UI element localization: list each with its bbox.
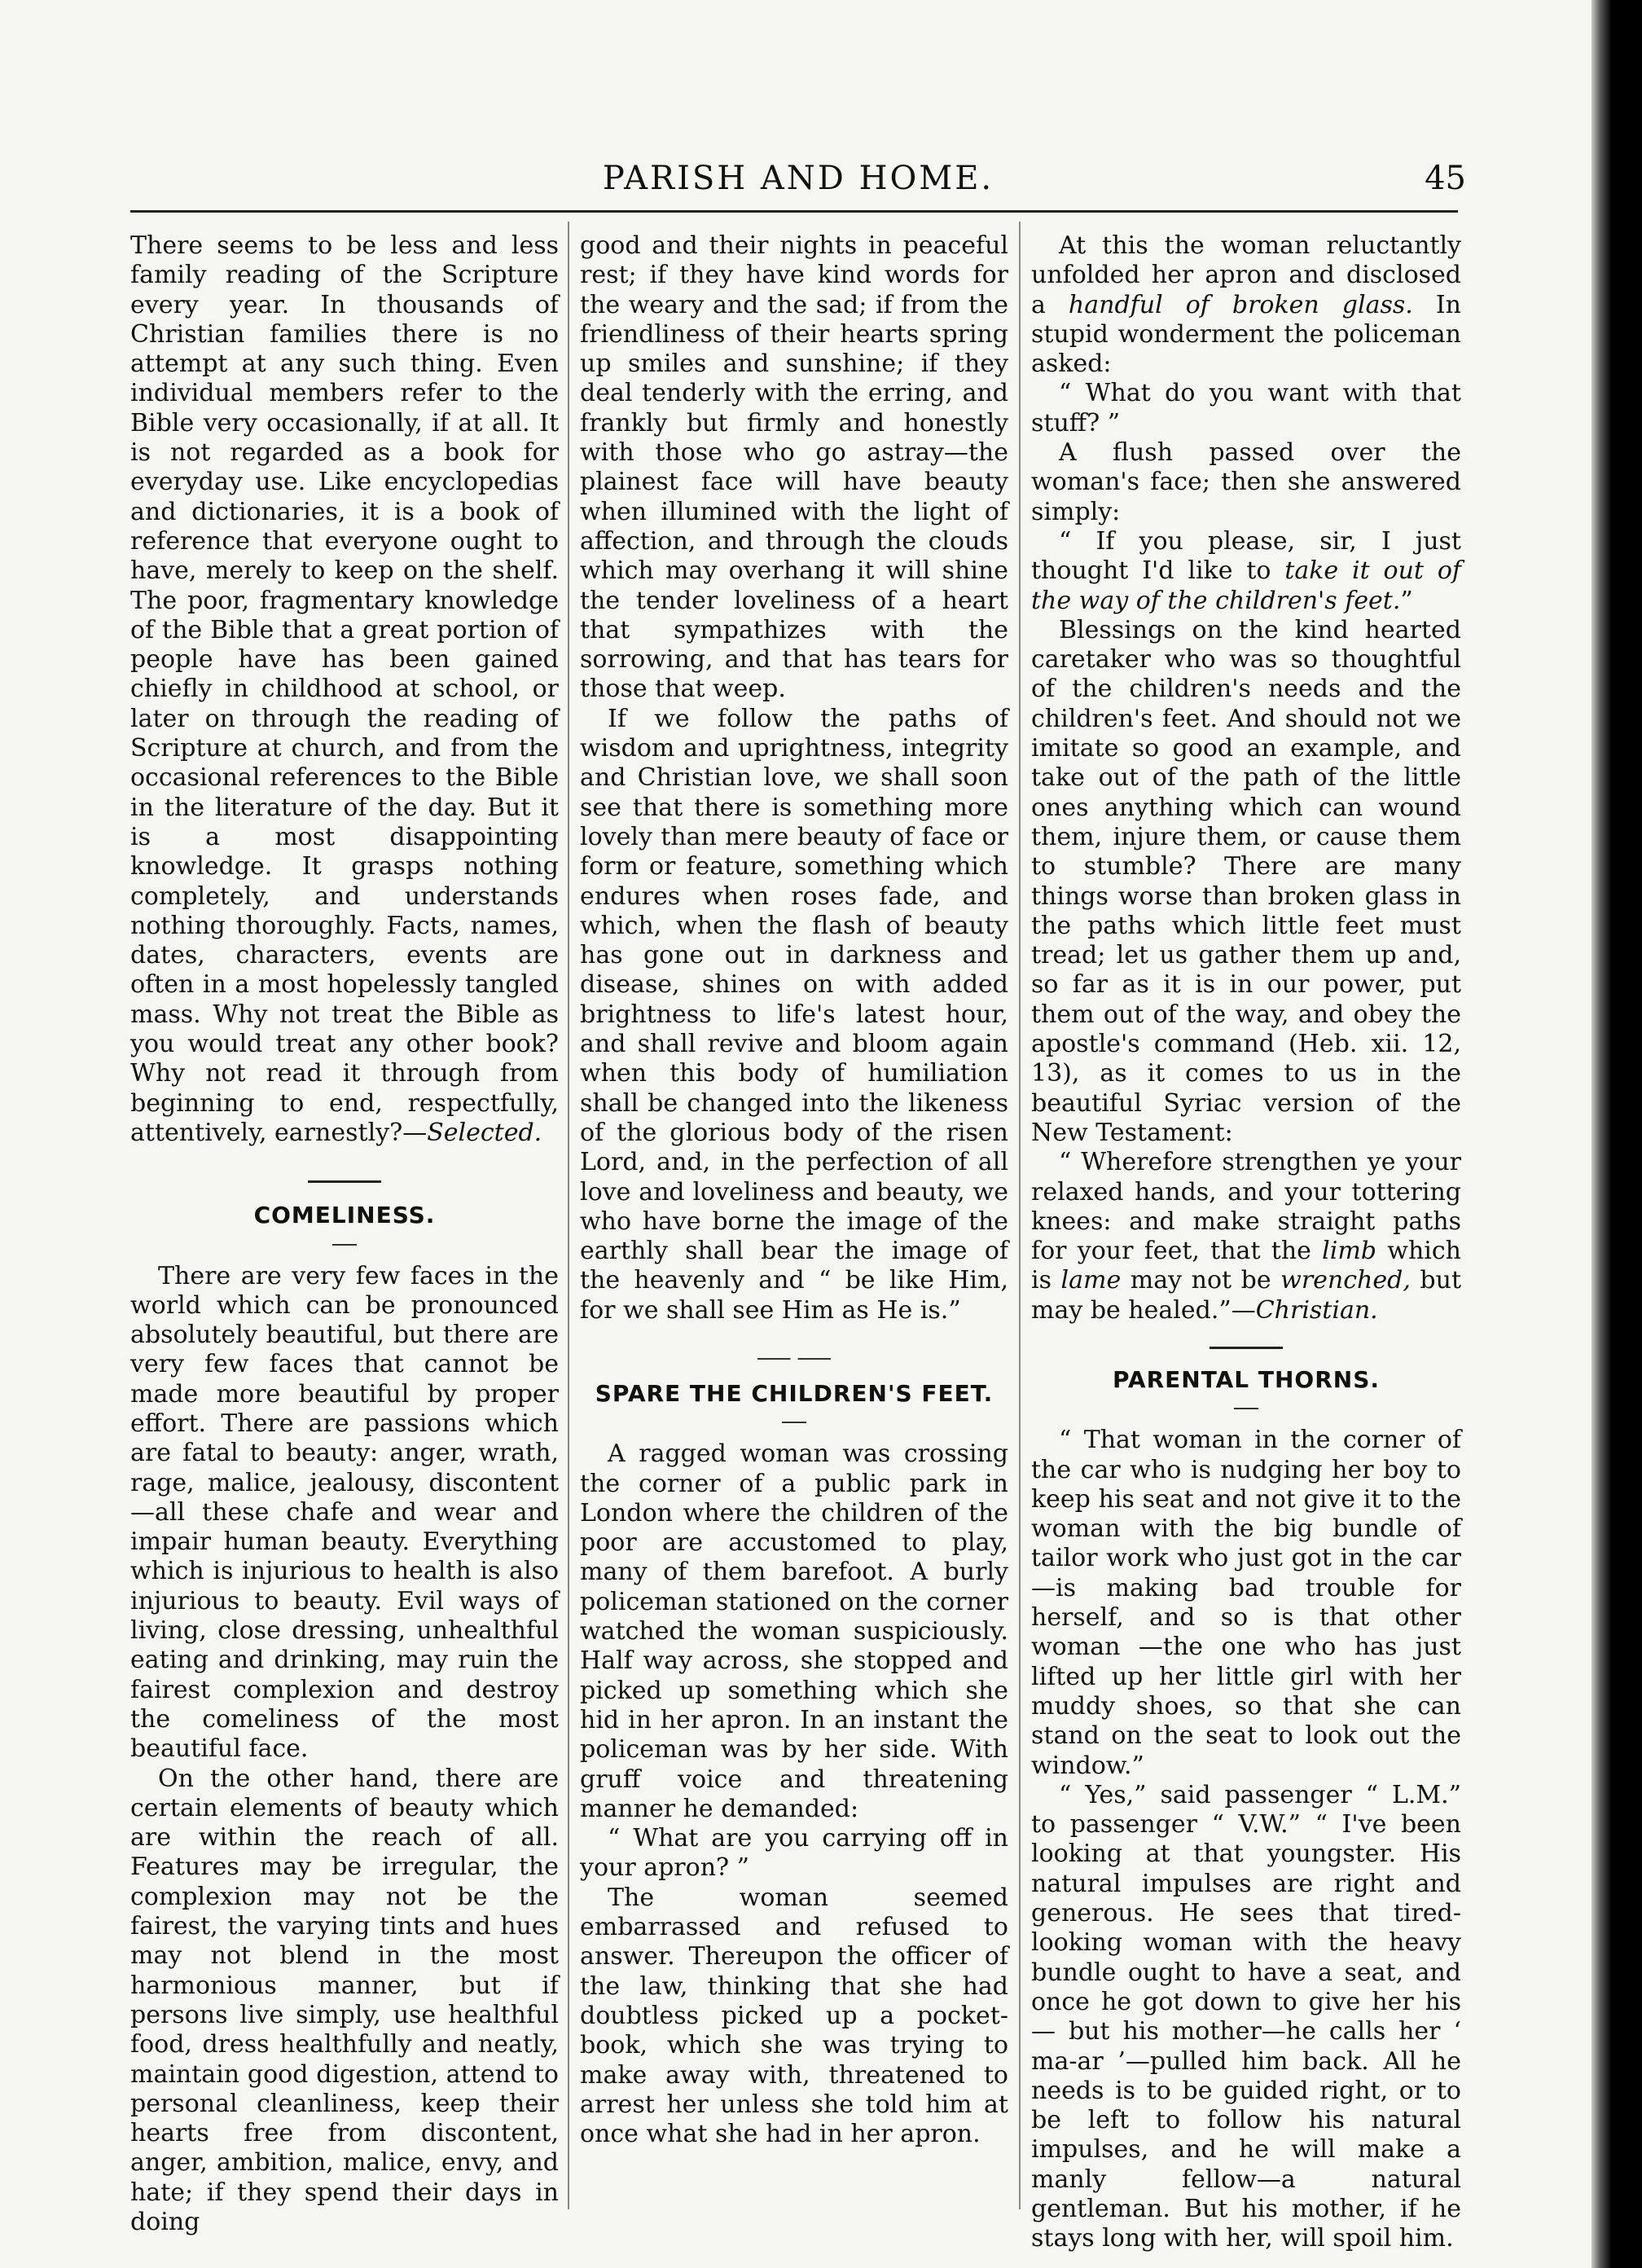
article-paragraph [130,231,559,1148]
heading-dash [782,1422,806,1423]
article-paragraph: On the other hand, there are certain elements of beauty which are within the reach of all. Features may be irregular, the complexion may not be the fairest, the varying tints and hues may not blend in the most harmonious manner, but if persons live simply, use healthful food, dress healthfully and neatly, maintain good digestion, attend to personal cleanliness, keep their hearts free from discontent, anger, ambition, malice, envy, and hate; if they spend their days in doing [130,1764,559,2236]
article-paragraph: “ Yes,” said passenger “ L.M.” to passenger “ V.W.” “ I've been looking at that youngster. His natural impulses are right and generous. He sees that tired-looking woman with the heavy bundle ought to have a seat, and once he got down to give her his — but his mother—he calls her ‘ ma-ar ’—pulled him back. All he needs is to be guided right, or to be left to follow his natural impulses, and he will make a manly fellow—a natural gentleman. But his mother, if he stays long with her, will spoil him. [1031,1780,1461,2253]
source-credit: Selected. [427,1118,542,1147]
column-1 [130,231,559,2236]
page-number: 45 [1425,160,1466,197]
section-separator [1210,1347,1283,1349]
article-heading: SPARE THE CHILDREN'S FEET. [595,1379,994,1407]
paragraph-text: ” [1400,586,1413,615]
heading-dash [1234,1408,1258,1409]
paragraph-text: may not be [1121,1266,1281,1295]
article-paragraph [1031,527,1461,616]
article-paragraph [1031,231,1461,379]
scan-edge [1592,0,1642,2268]
article-paragraph: A flush passed over the woman's face; then she answered simply: [1031,438,1461,526]
article-heading: PARENTAL THORNS. [1112,1365,1381,1393]
paragraph-text: “ Wherefore strengthen ye your relaxed hands, and your tottering knees: and make straight paths for your feet, that the [1031,1148,1461,1266]
heading-dash [332,1244,357,1246]
source-credit: Christian. [1255,1295,1378,1325]
article-paragraph: “ What do you want with that stuff? ” [1031,379,1461,437]
italic-phrase: handful of broken glass. [1068,290,1413,319]
italic-word: limb [1322,1237,1377,1266]
article-paragraph: good and their nights in peaceful rest; if they have kind words for the weary and the sad; if from the friendliness of their hearts spring up smiles and sunshine; if they deal tenderly with the erring, and frankly but firmly and honestly with those who go astray—the plainest face will have beauty when illumined with the light of affection, and through the clouds which may overhang it will shine the tender loveliness of a heart that sympathizes with the sorrowing, and that has tears for those that weep. [580,231,1008,704]
article-paragraph: There are very few faces in the world which can be pronounced absolutely beautiful, but there are very few faces that cannot be made more beautiful by proper effort. There are passions which are fatal to beauty: anger, wrath, rage, malice, jealousy, discontent—all these chafe and wear and impair human beauty. Everything which is injurious to health is also injurious to beauty. Evil ways of living, close dressing, unhealthful eating and drinking, may ruin the fairest complexion and destroy the comeliness of the most beautiful face. [130,1261,559,1764]
section-separator [757,1358,831,1360]
section-separator [308,1180,381,1183]
article-heading: COMELINESS. [253,1202,436,1229]
italic-word: lame [1060,1266,1122,1295]
paragraph-text: At this the woman reluctantly unfolded her apron and disclosed a [1031,231,1461,319]
magazine-title: PARISH AND HOME. [602,160,994,197]
paragraph-text: “ If you please, sir, I just thought I'd like to [1031,526,1461,586]
paragraph-text: In stupid wonderment the policeman asked: [1031,290,1461,379]
article-paragraph: “ That woman in the corner of the car who is nudging her boy to keep his seat and not give it to the woman with the big bundle of tailor work who just got in the car—is making bad trouble for herself, and so is that other woman —the one who has just lifted up her little girl with her muddy shoes, so that she can stand on the seat to look out the window.” [1031,1426,1461,1780]
header-rule [130,210,1458,213]
paragraph-text: which is [1031,1237,1461,1295]
article-paragraph: The woman seemed embarrassed and refused to answer. Thereupon the officer of the law, thinking that she had doubtless picked up a pocket-book, which she was trying to make away with, threatened to arrest her unless she told him at once what she had in her apron. [580,1883,1008,2149]
column-divider [568,222,569,2209]
article-paragraph: If we follow the paths of wisdom and uprightness, integrity and Christian love, we shall soon see that there is something more lovely than mere beauty of face or form or feature, something which endures when roses fade, and which, when the flash of beauty has gone out in darkness and disease, shines on with added brightness to life's latest hour, and shall revive and bloom again when this body of humiliation shall be changed into the likeness of the glorious body of the risen Lord, and, in the perfection of all love and loveliness and beauty, we who have borne the image of the earthly shall bear the image of the heavenly and “ be like Him, for we shall see Him as He is.” [580,704,1008,1325]
column-2 [580,231,1008,2203]
article-paragraph: “ What are you carrying off in your apron? ” [580,1824,1008,1883]
paragraph-text: There seems to be less and less family reading of the Scripture every year. In thousands of Christian families there is no attempt at any such thing. Even individual members refer to the Bible very occasionally, if at all. It is not regarded as a book for everyday use. Like encyclopedias and dictionaries, it is a book of reference that everyone ought to have, merely to keep on the shelf. The poor, fragmentary knowledge of the Bible that a great portion of people have has been gained chiefly in childhood at school, or later on through the reading of Scripture at church, and from the occasional references to the Bible in the literature of the day. But it is a most disappointing knowledge. It grasps nothing completely, and understands nothing thoroughly. Facts, names, dates, characters, events are often in a most hopelessly tangled mass. Why not treat the Bible as you would treat any other book? Why not read it through from beginning to end, respectfully, attentively, earnestly?— [130,231,559,1147]
column-divider [1019,222,1021,2209]
italic-phrase: take it out of the way of the children's feet. [1031,556,1461,615]
paragraph-text: but may be healed.”— [1031,1266,1461,1325]
column-3 [1031,231,1461,2253]
article-paragraph [1031,1148,1461,1325]
article-paragraph: Blessings on the kind hearted caretaker who was so thoughtful of the children's needs and the children's feet. And should not we imitate so good an example, and take out of the path of the little ones anything which can wound them, injure them, or cause them to stumble? There are many things worse than broken glass in the paths which little feet must tread; let us gather them up and, so far as it is in our power, put them out of the way, and obey the apostle's command (Heb. xii. 12, 13), as it comes to us in the beautiful Syriac version of the New Testament: [1031,615,1461,1147]
running-header [130,160,1466,209]
italic-word: wrenched, [1280,1266,1411,1295]
article-paragraph: A ragged woman was crossing the corner of a public park in London where the children of the poor are accustomed to play, many of them barefoot. A burly policeman stationed on the corner watched the woman suspiciously. Half way across, she stopped and picked up something which she hid in her apron. In an instant the policeman was by her side. With gruff voice and threatening manner he demanded: [580,1439,1008,1823]
